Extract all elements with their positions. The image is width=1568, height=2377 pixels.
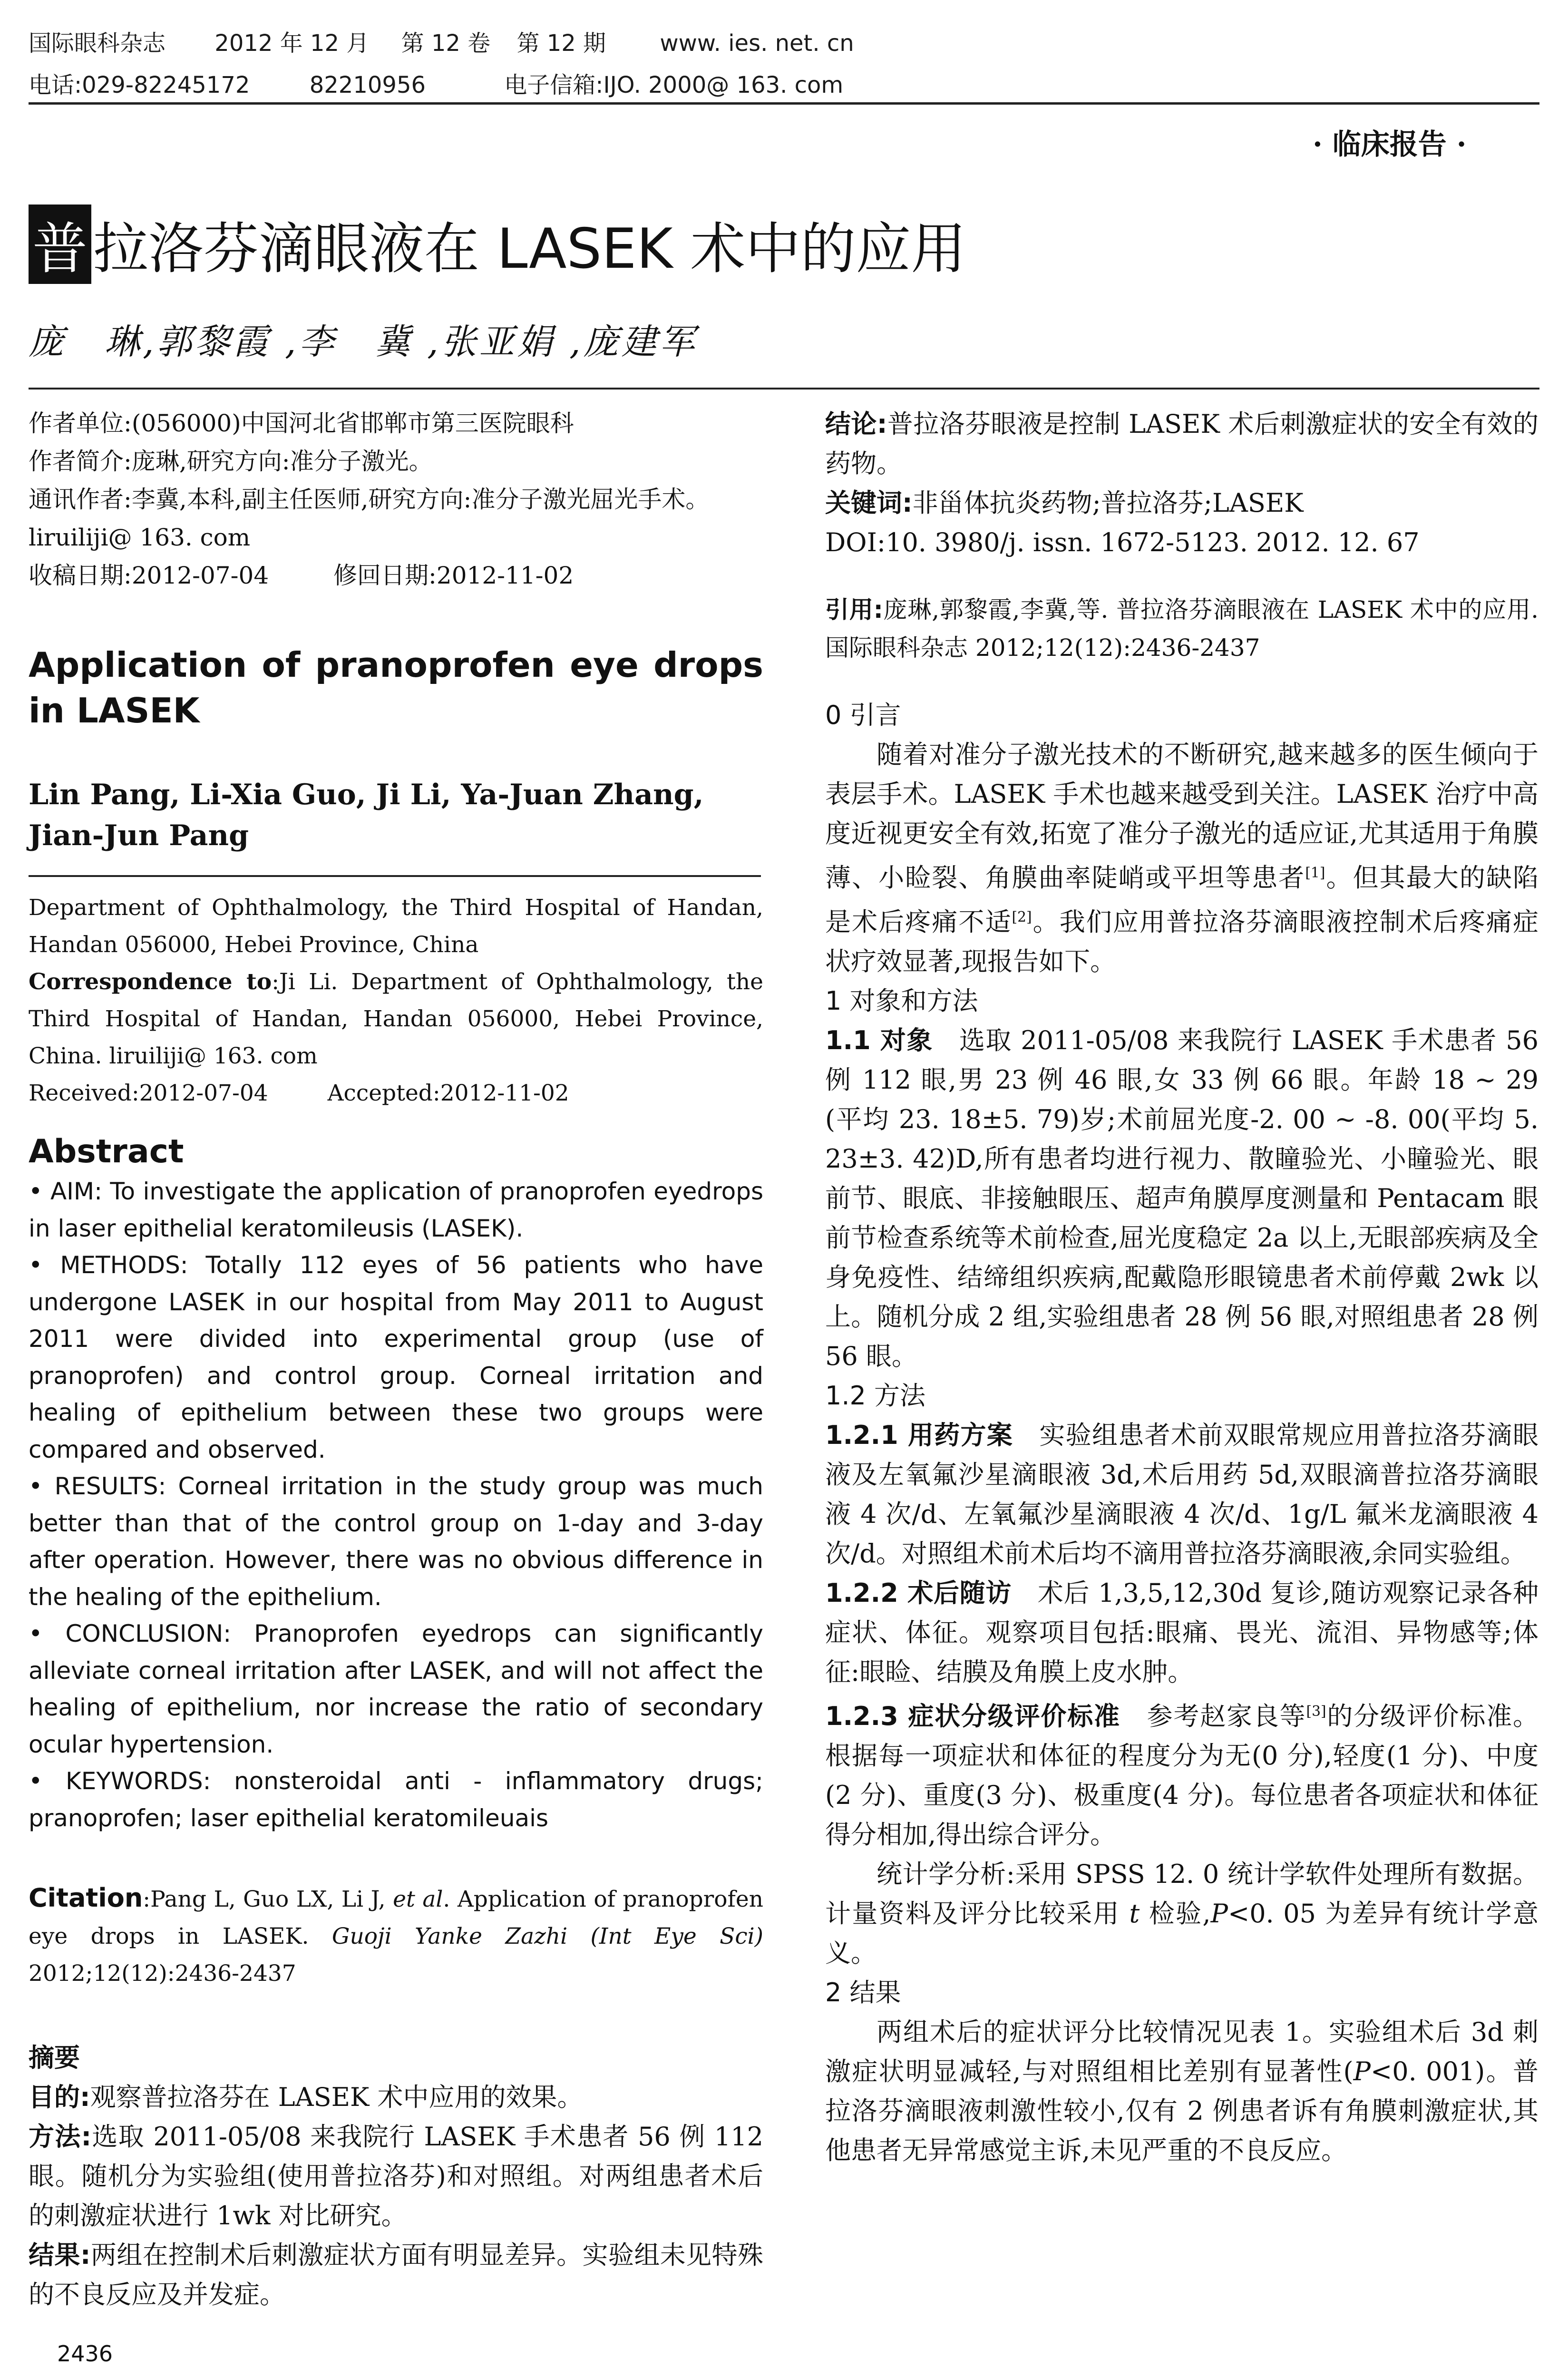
results-a: 两组术后的症状评分比较情况见表 1。实验组术后 3d 刺激症状明显减轻,与对照组相比差别有显著性(	[825, 2017, 1539, 2086]
citation-etal: et al	[393, 1886, 443, 1912]
citation-volume: 2012;12(12):2436-2437	[29, 1960, 296, 1987]
left-column	[29, 404, 763, 2314]
ref-1: [1]	[1305, 865, 1325, 881]
abstract-methods: • METHODS: Totally 112 eyes of 56 patients who have undergone LASEK in our hospital from May 2011 to August 2011 were divided into experimental group (use of pranoprofen) and control group. Corneal irritation and healing of epithelium between these two groups were compared and observed.	[29, 1251, 763, 1463]
section-1-2-2-text: 术后 1,3,5,12,30d 复诊,随访观察记录各种症状、体征。观察项目包括:眼痛、畏光、流泪、异物感等;体征:眼睑、结膜及角膜上皮水肿。	[825, 1578, 1539, 1687]
journal-name: 国际眼科杂志	[29, 30, 166, 57]
intro-a: 随着对准分子激光技术的不断研究,越来越多的医生倾向于表层手术。LASEK 手术也越来越受到关注。LASEK 治疗中高度近视更安全有效,拓宽了准分子激光的适应证,尤其适用于角膜薄、小睑裂、角膜曲率陡峭或平坦等患者	[825, 740, 1539, 893]
ref-2: [2]	[1012, 909, 1032, 925]
stats-p: P	[1210, 1899, 1228, 1929]
section-1-1-label: 1.1 对象	[825, 1025, 933, 1055]
correspondence-label: Correspondence to	[29, 969, 272, 995]
conclusion-cn	[825, 404, 1539, 483]
volume: 第 12 卷	[401, 30, 491, 57]
citation-title: . Application of pranoprofen eye drops in LASEK.	[29, 1886, 763, 1949]
ref-3: [3]	[1306, 1703, 1326, 1720]
intro-text	[825, 735, 1539, 981]
section-1-1	[825, 1021, 1539, 1376]
section-1-2-3-label: 1.2.3 症状分级评价标准	[825, 1701, 1120, 1731]
english-dates	[29, 1075, 763, 1112]
keywords-cn	[825, 483, 1539, 523]
authors-cn: 庞 琳,郭黎霞 ,李 冀 ,张亚娟 ,庞建军	[29, 321, 698, 362]
zhaiyao-method	[29, 2117, 763, 2235]
conclusion-label: 结论:	[825, 409, 887, 439]
phone2: 82210956	[309, 72, 426, 98]
title-rule	[29, 388, 1539, 390]
right-column	[825, 404, 1539, 2170]
journal-contact	[29, 67, 843, 99]
citation-label: Citation	[29, 1883, 143, 1913]
english-author-rule	[29, 856, 761, 877]
english-title: Application of pranoprofen eye drops in LASEK	[29, 645, 763, 731]
author-meta	[29, 404, 763, 594]
zhaiyao-aim-label: 目的:	[29, 2082, 90, 2112]
conclusion-text: 普拉洛芬眼液是控制 LASEK 术后刺激症状的安全有效的药物。	[825, 409, 1539, 478]
section-1-2-2-label: 1.2.2 术后随访	[825, 1578, 1012, 1608]
stats-paragraph	[825, 1854, 1539, 1973]
author-unit: 作者单位:(056000)中国河北省邯郸市第三医院眼科	[29, 409, 574, 437]
stats-t: t	[1129, 1899, 1140, 1929]
zhaiyao-result	[29, 2235, 763, 2314]
website: www. ies. net. cn	[660, 30, 854, 57]
results-b: <0. 001)。普拉洛芬滴眼液刺激性较小,仅有 2 例患者诉有角膜刺激症状,其他患者无异常感觉主诉,未见严重的不良反应。	[825, 2056, 1539, 2165]
zhaiyao-result-label: 结果:	[29, 2240, 91, 2270]
issue-date: 2012 年 12 月	[214, 30, 370, 57]
author-bio: 作者简介:庞琳,研究方向:准分子激光。	[29, 448, 433, 475]
stats-b: 检验,	[1139, 1899, 1211, 1929]
section-1-2-3-b: 的分级评价标准。根据每一项症状和体征的程度分为无(0 分),轻度(1 分)、中度(2 分)、重度(3 分)、极重度(4 分)。每位患者各项症状和体征得分相加,得出综合评分。	[825, 1701, 1539, 1850]
title-rest: 拉洛芬滴眼液在 LASEK 术中的应用	[93, 217, 966, 281]
abstract-keywords: • KEYWORDS: nonsteroidal anti - inflammatory drugs; pranoprofen; laser epithelial keratomileuais	[29, 1767, 763, 1832]
english-authors: Lin Pang, Li-Xia Guo, Ji Li, Ya-Juan Zhang, Jian-Jun Pang	[29, 778, 704, 852]
dates-line	[29, 556, 763, 594]
cite-label: 引用:	[825, 596, 883, 623]
section-1-2-2	[825, 1573, 1539, 1692]
section-tag: · 临床报告 ·	[1313, 128, 1467, 161]
received-date: 收稿日期:2012-07-04	[29, 562, 269, 589]
intro-c: 。我们应用普拉洛芬滴眼液控制术后疼痛症状疗效显著,现报告如下。	[825, 907, 1539, 976]
section-1-2-3-a: 参考赵家良等	[1120, 1701, 1306, 1731]
section1-heading: 1 对象和方法	[825, 986, 978, 1016]
abstract-heading: Abstract	[29, 1133, 184, 1170]
english-accepted: Accepted:2012-11-02	[327, 1080, 569, 1106]
section-1-1-text: 选取 2011-05/08 来我院行 LASEK 手术患者 56 例 112 眼,男 23 例 46 眼,女 33 例 66 眼。年龄 18 ~ 29 (平均 23. 18±5. 79)岁;术前屈光度-2. 00 ~ -8. 00(平均 5. 23±3. 42)D,所有患者均进行视力、散瞳验光、小瞳验光、眼前节、眼底、非接触眼压、超声角膜厚度测量和 Pentacam 眼前节检查系统等术前检查,屈光度稳定 2a 以上,无眼部疾病及全身免疫性、结缔组织疾病,配戴隐形眼镜患者术前停戴 2wk 以上。随机分成 2 组,实验组患者 28 例 56 眼,对照组患者 28 例 56 眼。	[825, 1025, 1539, 1371]
zhaiyao-method-text: 选取 2011-05/08 来我院行 LASEK 手术患者 56 例 112 眼。随机分为实验组(使用普拉洛芬)和对照组。对两组患者术后的刺激症状进行 1wk 对比研究。	[29, 2122, 763, 2231]
email: 电子信箱:IJO. 2000@ 163. com	[504, 72, 844, 98]
header-rule	[29, 102, 1539, 105]
doi: DOI:10. 3980/j. issn. 1672-5123. 2012. 12. 67	[825, 527, 1420, 557]
cite-cn	[825, 591, 1539, 667]
abstract-aim: • AIM: To investigate the application of pranoprofen eyedrops in laser epithelial keratomileusis (LASEK).	[29, 1178, 763, 1242]
section-1-2-1-text: 实验组患者术前双眼常规应用普拉洛芬滴眼液及左氧氟沙星滴眼液 3d,术后用药 5d,双眼滴普拉洛芬滴眼液 4 次/d、左氧氟沙星滴眼液 4 次/d、1g/L 氟米龙滴眼液 4 次/d。对照组术前术后均不滴用普拉洛芬滴眼液,余同实验组。	[825, 1420, 1539, 1568]
title-first-char: 普	[29, 205, 91, 284]
citation-authors: :Pang L, Guo LX, Li J,	[143, 1886, 393, 1912]
results-p: P	[1353, 2056, 1371, 2086]
intro-heading: 0 引言	[825, 700, 901, 730]
stats-c: <0. 05 为差异有统计学意义。	[825, 1899, 1539, 1968]
abstract-conclusion: • CONCLUSION: Pranoprofen eyedrops can significantly alleviate corneal irritation after LASEK, and will not affect the healing of epithelium, nor increase the ratio of secondary ocular hypertension.	[29, 1620, 763, 1758]
phone: 电话:029-82245172	[29, 72, 250, 98]
affiliation: Department of Ophthalmology, the Third Hospital of Handan, Handan 056000, Hebei Province, China	[29, 895, 763, 958]
citation-journal: Guoji Yanke Zazhi (Int Eye Sci)	[331, 1923, 764, 1949]
section12-heading: 1.2 方法	[825, 1381, 926, 1411]
english-affiliation-block	[29, 889, 763, 1112]
correspondence-text: :Ji Li. Department of Ophthalmology, the Third Hospital of Handan, Handan 056000, Hebei Province, China. liruiliji@ 163. com	[29, 969, 764, 1069]
page-number: 2436	[57, 2341, 113, 2367]
zhaiyao-aim	[29, 2077, 763, 2117]
keywords-text: 非甾体抗炎药物;普拉洛芬;LASEK	[912, 488, 1304, 518]
stats-a: 统计学分析:采用 SPSS 12. 0 统计学软件处理所有数据。计量资料及评分比较采用	[825, 1859, 1539, 1929]
citation-en	[29, 1880, 763, 1992]
intro-b: 。但其最大的缺陷是术后疼痛不适	[825, 863, 1539, 937]
english-received: Received:2012-07-04	[29, 1080, 268, 1106]
section-1-2-1	[825, 1415, 1539, 1573]
correspondence	[29, 964, 763, 1075]
article-title	[29, 205, 966, 284]
revised-date: 修回日期:2012-11-02	[333, 562, 574, 589]
abstract-results: • RESULTS: Corneal irritation in the study group was much better than that of the control group on 1-day and 3-day after operation. However, there was no obvious difference in the healing of the epithelium.	[29, 1472, 763, 1611]
cite-text: 庞琳,郭黎霞,李冀,等. 普拉洛芬滴眼液在 LASEK 术中的应用. 国际眼科杂志 2012;12(12):2436-2437	[825, 596, 1539, 662]
corresponding-author: 通讯作者:李冀,本科,副主任医师,研究方向:准分子激光屈光手术。liruiliji@ 163. com	[29, 486, 710, 551]
section-1-2-3	[825, 1692, 1539, 1854]
keywords-label: 关键词:	[825, 488, 913, 518]
results-paragraph	[825, 2012, 1539, 2170]
zhaiyao-heading: 摘要	[29, 2043, 80, 2073]
zhaiyao-method-label: 方法:	[29, 2122, 92, 2152]
journal-header	[29, 25, 854, 58]
section2-heading: 2 结果	[825, 1978, 901, 2007]
zhaiyao-result-text: 两组在控制术后刺激症状方面有明显差异。实验组未见特殊的不良反应及并发症。	[29, 2240, 763, 2309]
section-1-2-1-label: 1.2.1 用药方案	[825, 1420, 1013, 1450]
zhaiyao-aim-text: 观察普拉洛芬在 LASEK 术中应用的效果。	[90, 2082, 583, 2112]
issue: 第 12 期	[516, 30, 606, 57]
